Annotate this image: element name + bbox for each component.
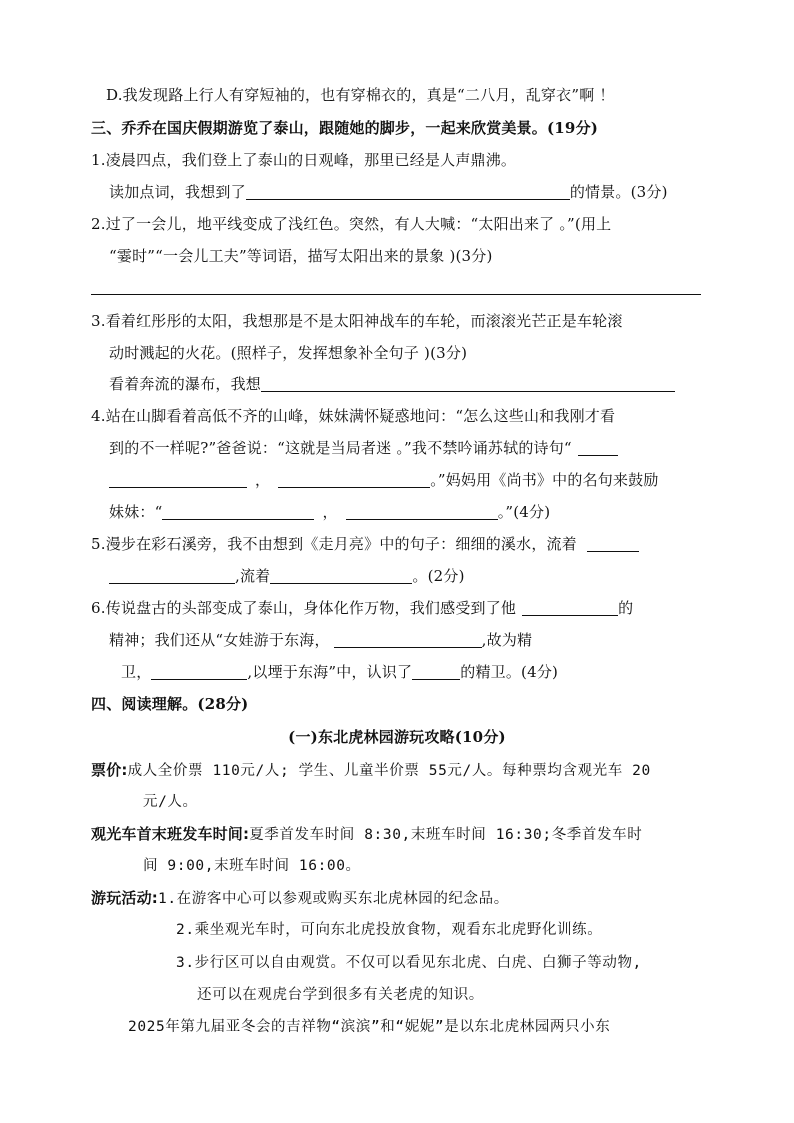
answer-blank[interactable]: [246, 183, 570, 200]
question-3-prompt: 看着奔流的瀑布，我想: [109, 374, 675, 394]
ticket-price-row: 票价:成人全价票 110元/人; 学生、儿童半价票 55元/人。每种票均含观光车 20: [91, 761, 651, 779]
bus-time-cont: 间 9:00,末班车时间 16:00。: [143, 858, 361, 874]
activity-row-3-cont: 还可以在观虎台学到很多有关老虎的知识。: [197, 987, 484, 1003]
activity-row-1: 游玩活动:1.在游客中心可以参观或购买东北虎林园的纪念品。: [91, 889, 509, 907]
question-4-dialogue: 到的不一样呢?”爸爸说：“这就是当局者迷 。”我不禁吟诵苏轼的诗句“: [109, 438, 618, 458]
question-4-quote-blanks: 妹妹：“ ， 。”(4分): [109, 503, 551, 521]
question-5-text: 5.漫步在彩石溪旁，我不由想到《走月亮》中的句子：细细的溪水，流着: [91, 534, 639, 554]
activity-row-2: 2.乘坐观光车时，可向东北虎投放食物，观看东北虎野化训练。: [176, 922, 603, 938]
question-6-text: 6.传说盘古的头部变成了泰山，身体化作万物，我们感受到了他 的: [91, 599, 634, 617]
answer-blank[interactable]: [522, 599, 618, 616]
question-2-instruction: “霎时”“一会儿工夫”等词语，描写太阳出来的景象 )(3分): [109, 247, 493, 265]
question-4-text: 4.站在山脚看着高低不齐的山峰，妹妹满怀疑惑地问：“怎么这些山和我刚才看: [91, 407, 616, 425]
option-d-line: D.我发现路上行人有穿短袖的，也有穿棉衣的，真是“二八月，乱穿衣”啊 ！: [106, 86, 615, 104]
answer-line[interactable]: [91, 294, 701, 295]
question-1-prompt: 读加点词，我想到了 的情景。(3分): [109, 183, 668, 201]
question-4-poem-blanks: ， 。”妈妈用《尚书》中的名句来鼓励: [109, 470, 659, 490]
section-3-title: 三、乔乔在国庆假期游览了泰山，跟随她的脚步，一起来欣赏美景。(19分): [91, 119, 599, 137]
question-3-instruction: 动时溅起的火花。(照样子，发挥想象补全句子 )(3分): [109, 344, 468, 362]
passage-body-line: 2025年第九届亚冬会的吉祥物“滨滨”和“妮妮”是以东北虎林园两只小东: [128, 1019, 611, 1035]
answer-blank[interactable]: [578, 439, 618, 456]
question-6-jingwei: 卫， ,以堙于东海”中，认识了 的精卫。(4分): [121, 663, 559, 681]
section-4-title: 四、阅读理解。(28分): [91, 695, 249, 713]
answer-blank[interactable]: [334, 631, 482, 648]
question-5-blanks: ,流着 。(2分): [109, 566, 465, 586]
answer-blank[interactable]: [162, 503, 314, 520]
answer-blank[interactable]: [278, 471, 430, 488]
passage-title: (一)东北虎林园游玩攻略(10分): [288, 728, 506, 746]
answer-blank[interactable]: [412, 663, 460, 680]
answer-blank[interactable]: [109, 471, 247, 488]
bus-time-row: 观光车首末班发车时间:夏季首发车时间 8:30,末班车时间 16:30;冬季首发车时: [91, 825, 643, 843]
question-3-text: 3.看着红彤彤的太阳，我想那是不是太阳神战车的车轮，而滚滚光芒正是车轮滚: [91, 312, 623, 330]
answer-blank[interactable]: [346, 503, 498, 520]
activity-row-3: 3.步行区可以自由观赏。不仅可以看见东北虎、白虎、白狮子等动物,: [176, 955, 642, 971]
answer-blank[interactable]: [270, 567, 412, 584]
answer-blank[interactable]: [109, 567, 235, 584]
answer-blank[interactable]: [587, 535, 639, 552]
answer-blank[interactable]: [151, 663, 247, 680]
answer-blank[interactable]: [261, 375, 675, 392]
question-2-text: 2.过了一会儿，地平线变成了浅红色。突然，有人大喊：“太阳出来了 。”(用上: [91, 215, 612, 233]
question-1-text: 1.凌晨四点，我们登上了泰山的日观峰，那里已经是人声鼎沸。: [91, 151, 517, 169]
ticket-price-cont: 元/人。: [143, 794, 198, 810]
question-6-spirit: 精神；我们还从“女娃游于东海， ,故为精: [109, 631, 533, 649]
